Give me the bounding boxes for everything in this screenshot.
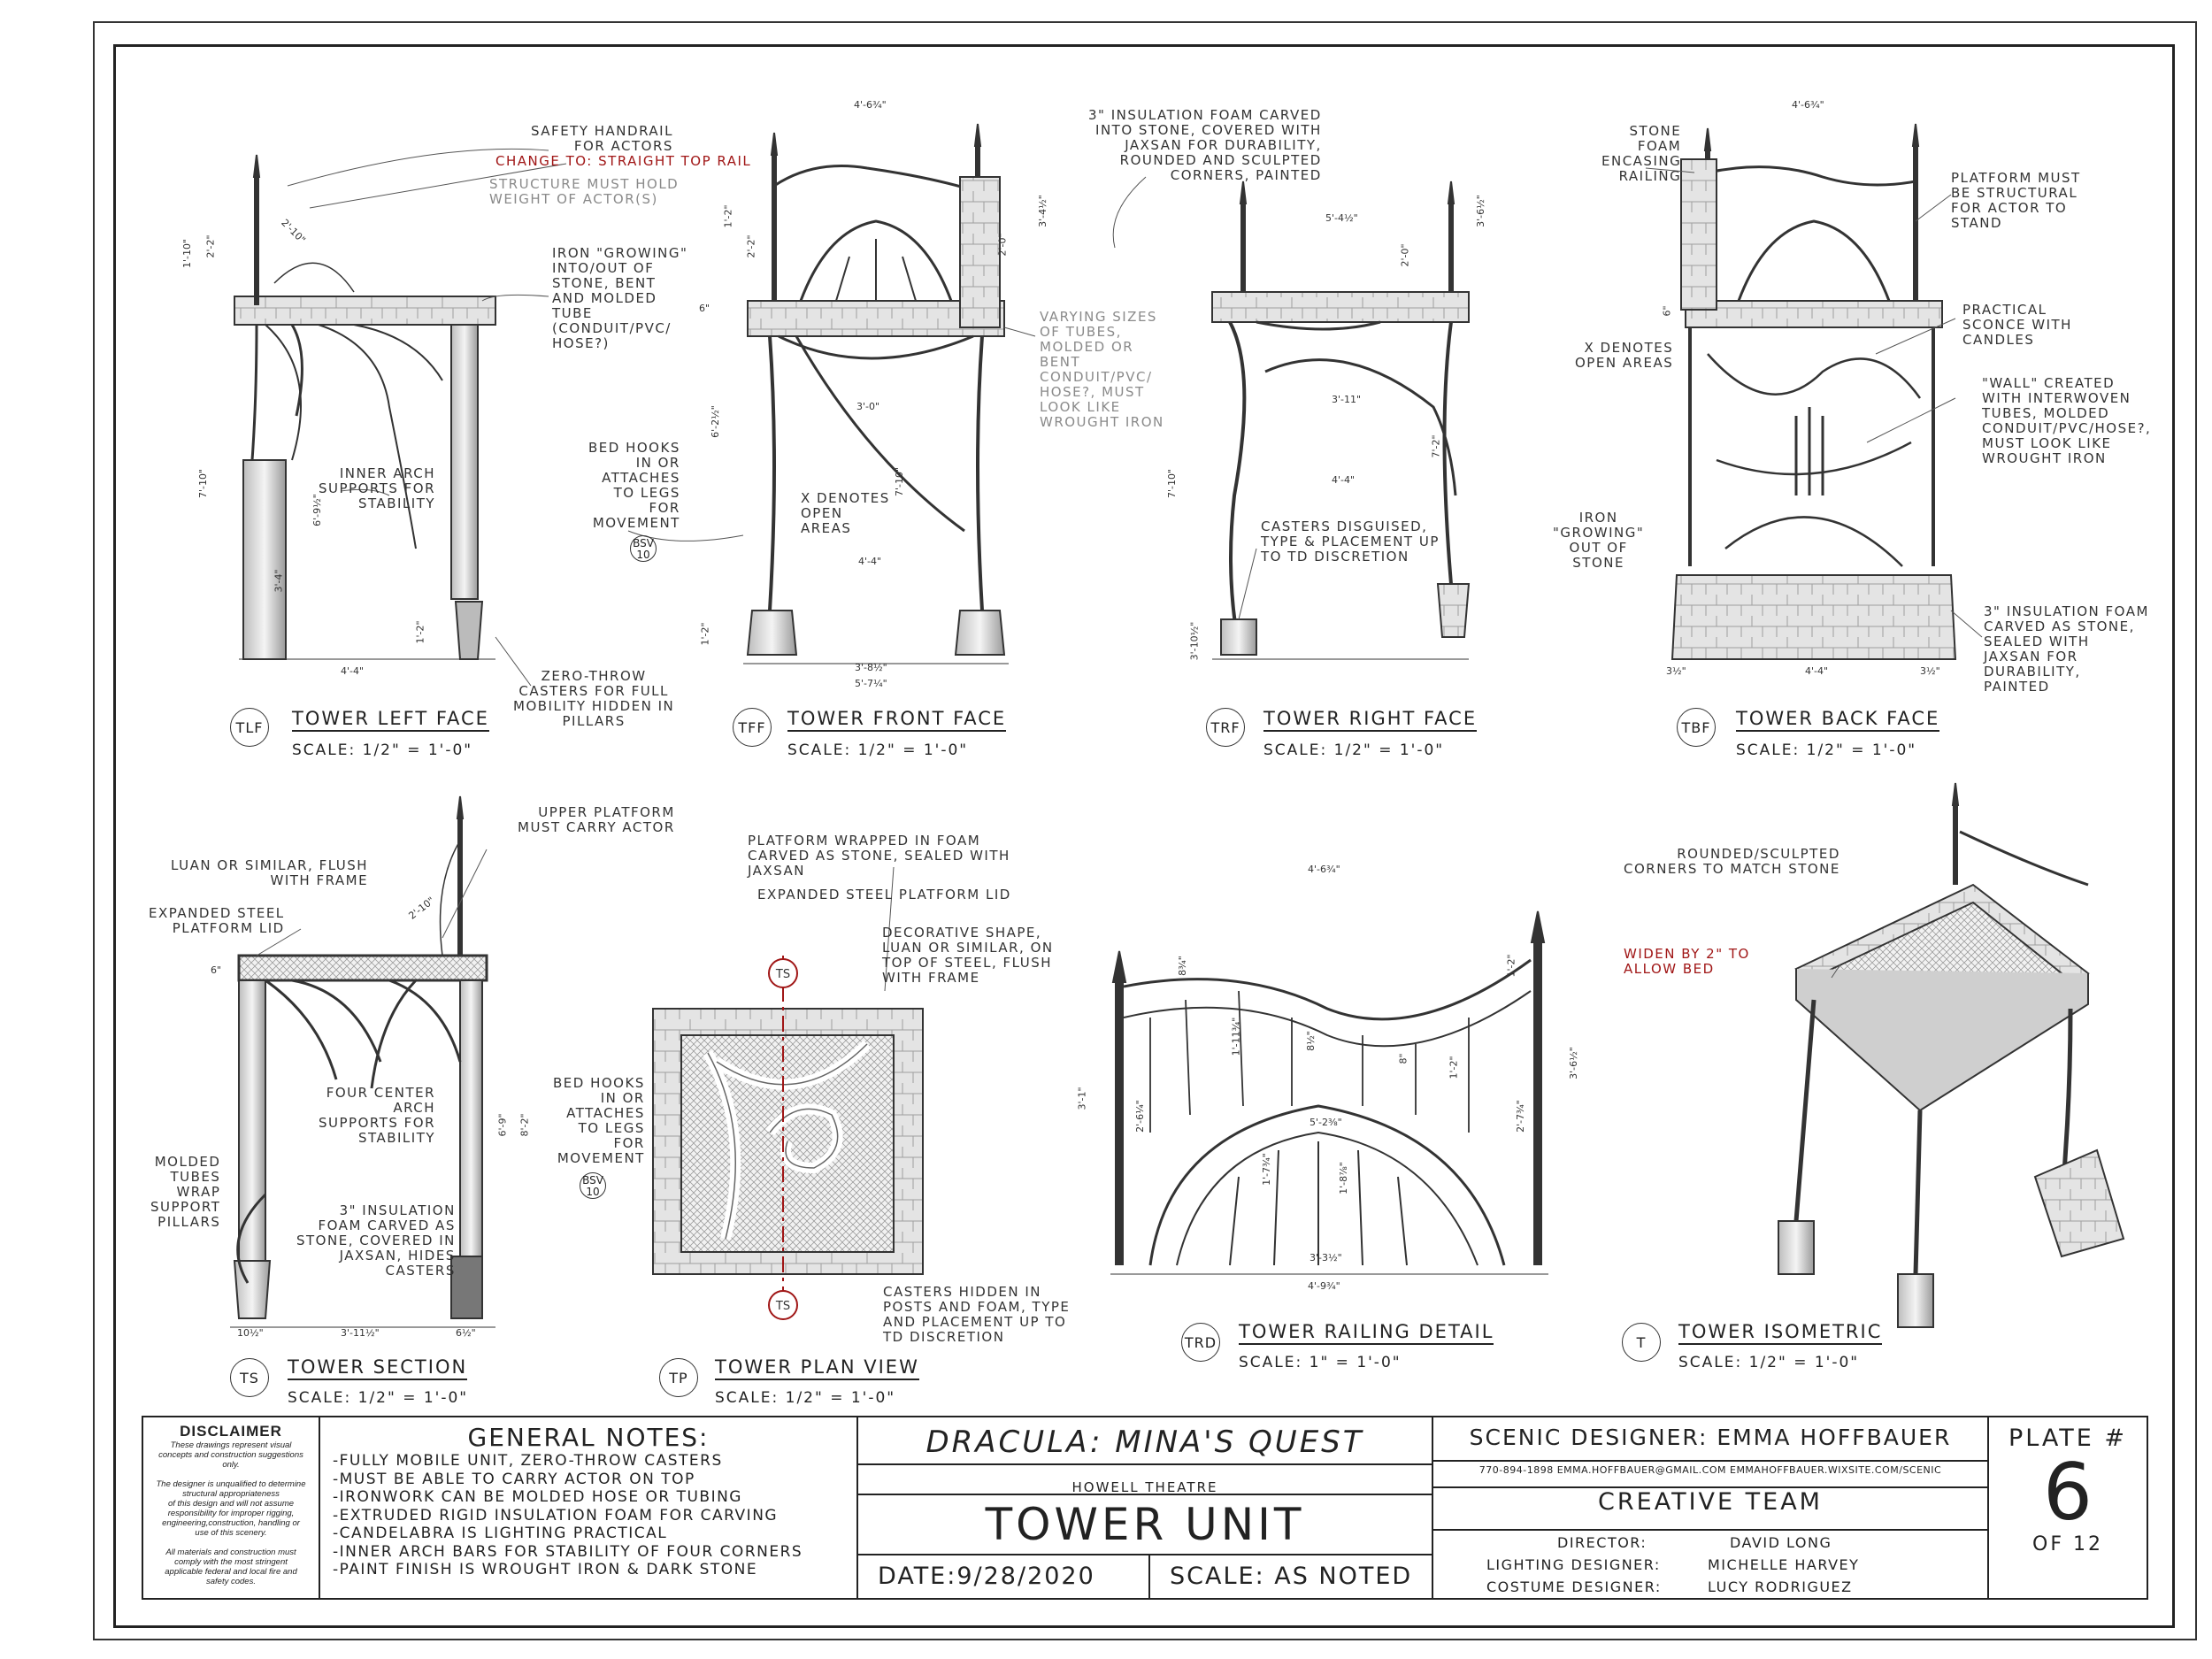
dim-trf-7: 3'-10½" — [1188, 621, 1201, 661]
general-note-1: -FULLY MOBILE UNIT, ZERO-THROW CASTERS — [333, 1452, 723, 1470]
dim-trd-4: 1'-7¾" — [1260, 1153, 1272, 1186]
note-stone-foam: STONE FOAM ENCASING RAILING — [1601, 123, 1682, 184]
designer-contact: 770-894-1898 EMMA.HOFFBAUER@GMAIL.COM EMMAHOFFBAUER.WIXSITE.COM/SCENIC — [1479, 1464, 1942, 1476]
dim-ts-1: 6" — [211, 964, 222, 976]
dim-ts-4: 10½" — [237, 1327, 264, 1339]
dim-tff-6: 6'-2½" — [709, 405, 721, 438]
dim-trf-4: 7'-2" — [1430, 434, 1442, 458]
dim-tff-9: 4'-4" — [858, 556, 882, 567]
note-decorative-shape: DECORATIVE SHAPE, LUAN OR SIMILAR, ON TOP OF STEEL, FLUSH WITH FRAME — [882, 925, 1054, 986]
dim-tff-0: 4'-6¾" — [854, 99, 887, 111]
dim-trf-6: 7'-10" — [1166, 468, 1179, 499]
designer-cell — [1433, 1417, 1989, 1598]
view-bubble-t: T — [1622, 1323, 1661, 1362]
plate-total: OF 12 — [2032, 1533, 2103, 1555]
note-foam-back: 3" INSULATION FOAM CARVED AS STONE, SEALED WITH JAXSAN FOR DURABILITY, PAINTED — [1984, 603, 2149, 695]
dim-tlf-4: 6'-9½" — [311, 494, 323, 526]
view-scale-trd: SCALE: 1" = 1'-0" — [1239, 1354, 1402, 1371]
dim-tlf-3: 7'-10" — [197, 468, 210, 499]
note-expanded-plan: EXPANDED STEEL PLATFORM LID — [757, 887, 1011, 902]
dim-tbf-3: 4'-4" — [1805, 665, 1829, 677]
dim-tbf-4: 3½" — [1920, 665, 1940, 677]
view-title-tlf: TOWER LEFT FACE — [292, 708, 489, 732]
note-platform-structural: PLATFORM MUST BE STRUCTURAL FOR ACTOR TO STAND — [1951, 170, 2081, 231]
note-foam-top: 3" INSULATION FOAM CARVED INTO STONE, COVERED WITH JAXSAN FOR DURABILITY, ROUNDED AND SCULPTED CORNERS, PAINTED — [1088, 107, 1322, 183]
tower-right-face-drawing — [1212, 181, 1469, 659]
note-casters-hidden: CASTERS HIDDEN IN POSTS AND FOAM, TYPE AND PLACEMENT UP TO TD DISCRETION — [883, 1284, 1071, 1345]
title-block — [142, 1416, 2148, 1600]
view-title-trd: TOWER RAILING DETAIL — [1239, 1321, 1494, 1345]
tower-plan-drawing — [653, 956, 923, 1319]
note-casters-disguised: CASTERS DISGUISED, TYPE & PLACEMENT UP TO TD DISCRETION — [1261, 518, 1440, 565]
dim-trd-14: 4'-9¾" — [1308, 1280, 1340, 1292]
note-bed-hooks-plan: BED HOOKS IN OR ATTACHES TO LEGS FOR MOVEMENT — [553, 1075, 645, 1166]
note-foam-section: 3" INSULATION FOAM CARVED AS STONE, COVERED IN JAXSAN, HIDES CASTERS — [296, 1202, 456, 1279]
dim-trf-0: 3'-6½" — [1474, 195, 1486, 227]
designer-divider — [1433, 1460, 1987, 1462]
dim-trf-2: 2'-0" — [1399, 243, 1411, 267]
general-note-2: -MUST BE ABLE TO CARRY ACTOR ON TOP — [333, 1470, 695, 1488]
note-x-open-front: X DENOTES OPEN AREAS — [801, 490, 890, 536]
general-notes-title: GENERAL NOTES: — [467, 1423, 710, 1452]
team-role-2: LIGHTING DESIGNER: — [1486, 1556, 1661, 1573]
dim-tff-1: 3'-4½" — [1036, 195, 1048, 227]
dim-tlf-1: 2'-2" — [204, 234, 217, 258]
dim-trd-6: 8" — [1397, 1053, 1409, 1064]
bsv-label-plan: BSV — [582, 1174, 603, 1187]
team-name-1: DAVID LONG — [1730, 1534, 1832, 1551]
plate-cell — [1989, 1417, 2147, 1598]
view-bubble-ts: TS — [230, 1358, 269, 1397]
dim-tlf-5: 3'-4" — [273, 569, 285, 593]
dim-trd-15: 8¾" — [1176, 956, 1188, 976]
note-molded-tubes: MOLDED TUBES WRAP SUPPORT PILLARS — [150, 1154, 221, 1230]
note-wall: "WALL" CREATED WITH INTERWOVEN TUBES, MOLDED CONDUIT/PVC/HOSE?, MUST LOOK LIKE WROUGHT IRON — [1982, 375, 2152, 466]
bsv-number: 10 — [636, 549, 650, 561]
team-divider — [1433, 1529, 1987, 1531]
view-scale-tbf: SCALE: 1/2" = 1'-0" — [1736, 741, 1917, 759]
dim-tlf-0: 2'-10" — [279, 217, 308, 246]
tower-back-face-drawing — [1672, 124, 1955, 659]
dim-tff-4: 2'-2" — [745, 234, 757, 258]
note-expanded-lid: EXPANDED STEEL PLATFORM LID — [149, 905, 285, 936]
section-marker-bottom: TS — [775, 1300, 791, 1313]
note-bed-hooks: BED HOOKS IN OR ATTACHES TO LEGS FOR MOVEMENT — [588, 440, 680, 531]
view-bubble-trd: TRD — [1181, 1323, 1220, 1362]
show-divider — [858, 1463, 1432, 1465]
dim-trd-7: 1'-2" — [1505, 954, 1517, 978]
disclaimer-cell — [143, 1417, 320, 1598]
team-name-3: LUCY RODRIGUEZ — [1708, 1578, 1853, 1595]
view-scale-tlf: SCALE: 1/2" = 1'-0" — [292, 741, 473, 759]
general-note-3: -IRONWORK CAN BE MOLDED HOSE OR TUBING — [333, 1488, 742, 1506]
bsv-number-plan: 10 — [586, 1186, 600, 1198]
dim-ts-0: 2'-10" — [406, 895, 437, 922]
general-notes-cell — [320, 1417, 858, 1598]
note-upper-platform: UPPER PLATFORM MUST CARRY ACTOR — [518, 804, 675, 835]
view-scale-t: SCALE: 1/2" = 1'-0" — [1678, 1354, 1860, 1371]
dim-trf-1: 5'-4½" — [1325, 212, 1358, 224]
note-varying-tubes: VARYING SIZES OF TUBES, MOLDED OR BENT CONDUIT/PVC/ HOSE?, MUST LOOK LIKE WROUGHT IRON — [1040, 309, 1164, 430]
dim-tbf-1: 6" — [1661, 305, 1673, 317]
view-scale-tff: SCALE: 1/2" = 1'-0" — [787, 741, 969, 759]
theatre-name: HOWELL THEATRE — [1071, 1479, 1218, 1495]
note-handrail: SAFETY HANDRAIL FOR ACTORS — [531, 123, 673, 154]
dim-ts-5: 3'-11½" — [341, 1327, 380, 1339]
drawing-date: DATE:9/28/2020 — [878, 1563, 1095, 1590]
dim-tff-2: 1'-2" — [722, 204, 734, 228]
general-note-4: -EXTRUDED RIGID INSULATION FOAM FOR CARVING — [333, 1506, 779, 1525]
general-note-6: -INNER ARCH BARS FOR STABILITY OF FOUR CORNERS — [333, 1542, 803, 1561]
disclaimer-title: DISCLAIMER — [180, 1423, 282, 1440]
dim-trd-13: 3'-3½" — [1310, 1252, 1342, 1263]
dim-ts-2: 6'-9" — [496, 1113, 509, 1137]
note-iron-out: IRON "GROWING" OUT OF STONE — [1553, 510, 1645, 571]
dim-tff-5: 6" — [699, 303, 710, 314]
general-note-7: -PAINT FINISH IS WROUGHT IRON & DARK STONE — [333, 1561, 758, 1578]
drawing-scale: SCALE: AS NOTED — [1170, 1563, 1413, 1590]
note-luan: LUAN OR SIMILAR, FLUSH WITH FRAME — [171, 857, 369, 888]
dim-trd-2: 2'-6¼" — [1133, 1100, 1146, 1133]
dim-tff-12: 5'-7¼" — [855, 678, 887, 689]
dim-trd-0: 4'-6¾" — [1308, 864, 1340, 875]
view-scale-tp: SCALE: 1/2" = 1'-0" — [715, 1389, 896, 1407]
bsv-label: BSV — [633, 537, 654, 549]
dim-trd-9: 1'-8⅞" — [1337, 1162, 1349, 1194]
scenic-designer: SCENIC DESIGNER: EMMA HOFFBAUER — [1469, 1425, 1952, 1450]
team-role-3: COSTUME DESIGNER: — [1486, 1578, 1662, 1595]
plate-number: 6 — [2043, 1447, 2093, 1538]
note-widen: WIDEN BY 2" TO ALLOW BED — [1624, 946, 1750, 977]
general-note-5: -CANDELABRA IS LIGHTING PRACTICAL — [333, 1525, 668, 1542]
dim-tff-3: 2'-0" — [996, 233, 1009, 257]
show-title: DRACULA: MINA'S QUEST — [926, 1425, 1364, 1460]
creative-team-title: CREATIVE TEAM — [1598, 1488, 1823, 1516]
dim-ts-3: 8'-2" — [518, 1113, 531, 1137]
section-marker-top: TS — [775, 968, 791, 981]
tower-front-face-drawing — [743, 124, 1009, 664]
dim-trd-3: 1'-11¾" — [1230, 1017, 1242, 1056]
team-name-2: MICHELLE HARVEY — [1708, 1556, 1860, 1573]
view-bubble-tp: TP — [659, 1358, 698, 1397]
note-four-center: FOUR CENTER ARCH SUPPORTS FOR STABILITY — [319, 1085, 436, 1146]
detail-callout-bsv-plan — [580, 1172, 606, 1199]
plate-label: PLATE # — [2008, 1425, 2128, 1452]
dim-tff-11: 3'-8½" — [855, 662, 887, 673]
unit-divider — [858, 1554, 1432, 1555]
note-change-rail: CHANGE TO: STRAIGHT TOP RAIL — [495, 153, 752, 169]
dim-tlf-2: 1'-10" — [181, 238, 194, 269]
dim-trd-12: 1'-2" — [1448, 1056, 1460, 1079]
unit-name: TOWER UNIT — [985, 1499, 1305, 1550]
dim-trd-10: 2'-7¾" — [1514, 1100, 1526, 1133]
dim-tbf-0: 4'-6¾" — [1792, 99, 1824, 111]
disclaimer-text: These drawings represent visual concepts and construction suggestions only. The designer is unqualified to determine structural appropriateness of this design and will not assume responsibility for improper rigging, engineering,construction, handling or use of this scenery. All materials and construction must comply with the most stringent applicable federal and local fire and safety codes. — [156, 1440, 306, 1586]
view-scale-ts: SCALE: 1/2" = 1'-0" — [288, 1389, 469, 1407]
note-iron-growing: IRON "GROWING" INTO/OUT OF STONE, BENT AND MOLDED TUBE (CONDUIT/PVC/ HOSE?) — [552, 245, 688, 351]
view-title-tp: TOWER PLAN VIEW — [715, 1356, 919, 1380]
note-inner-arch: INNER ARCH SUPPORTS FOR STABILITY — [319, 465, 436, 511]
dim-trd-5: 8½" — [1304, 1031, 1317, 1051]
dim-tff-8: 7'-10" — [894, 466, 906, 497]
dim-ts-6: 6½" — [456, 1327, 476, 1339]
dim-trf-3: 3'-11" — [1332, 394, 1362, 405]
view-title-tff: TOWER FRONT FACE — [787, 708, 1006, 732]
note-sconce: PRACTICAL SCONCE WITH CANDLES — [1962, 302, 2072, 348]
view-bubble-tbf: TBF — [1677, 708, 1716, 747]
view-title-tbf: TOWER BACK FACE — [1736, 708, 1939, 732]
note-structure: STRUCTURE MUST HOLD WEIGHT OF ACTOR(S) — [489, 176, 680, 207]
dim-tff-10: 1'-2" — [699, 622, 711, 646]
view-bubble-trf: TRF — [1206, 708, 1245, 747]
dim-trd-1: 3'-1" — [1076, 1087, 1088, 1110]
note-x-open-right: X DENOTES OPEN AREAS — [1575, 340, 1674, 371]
view-title-trf: TOWER RIGHT FACE — [1263, 708, 1477, 732]
view-title-ts: TOWER SECTION — [288, 1356, 467, 1380]
dim-trd-8: 5'-2⅜" — [1310, 1117, 1342, 1128]
note-rounded-corners: ROUNDED/SCULPTED CORNERS TO MATCH STONE — [1624, 846, 1840, 877]
theatre-divider — [858, 1494, 1432, 1495]
date-scale-divider — [1148, 1554, 1150, 1600]
note-zero-throw: ZERO-THROW CASTERS FOR FULL MOBILITY HIDDEN IN PILLARS — [513, 668, 675, 729]
show-title-cell — [858, 1417, 1433, 1598]
dim-tbf-2: 3½" — [1666, 665, 1686, 677]
view-title-t: TOWER ISOMETRIC — [1678, 1321, 1882, 1345]
view-scale-trf: SCALE: 1/2" = 1'-0" — [1263, 741, 1445, 759]
dim-trd-11: 3'-6½" — [1567, 1047, 1579, 1079]
note-platform-wrapped: PLATFORM WRAPPED IN FOAM CARVED AS STONE, SEALED WITH JAXSAN — [748, 833, 1010, 879]
dim-tff-7: 3'-0" — [856, 401, 880, 412]
dim-tlf-6: 1'-2" — [414, 620, 426, 644]
dim-trf-5: 4'-4" — [1332, 474, 1356, 486]
team-role-1: DIRECTOR: — [1557, 1534, 1647, 1551]
contact-divider — [1433, 1486, 1987, 1488]
view-bubble-tlf: TLF — [230, 708, 269, 747]
detail-callout-bsv — [630, 535, 657, 562]
view-bubble-tff: TFF — [733, 708, 772, 747]
dim-tlf-7: 4'-4" — [341, 665, 365, 677]
